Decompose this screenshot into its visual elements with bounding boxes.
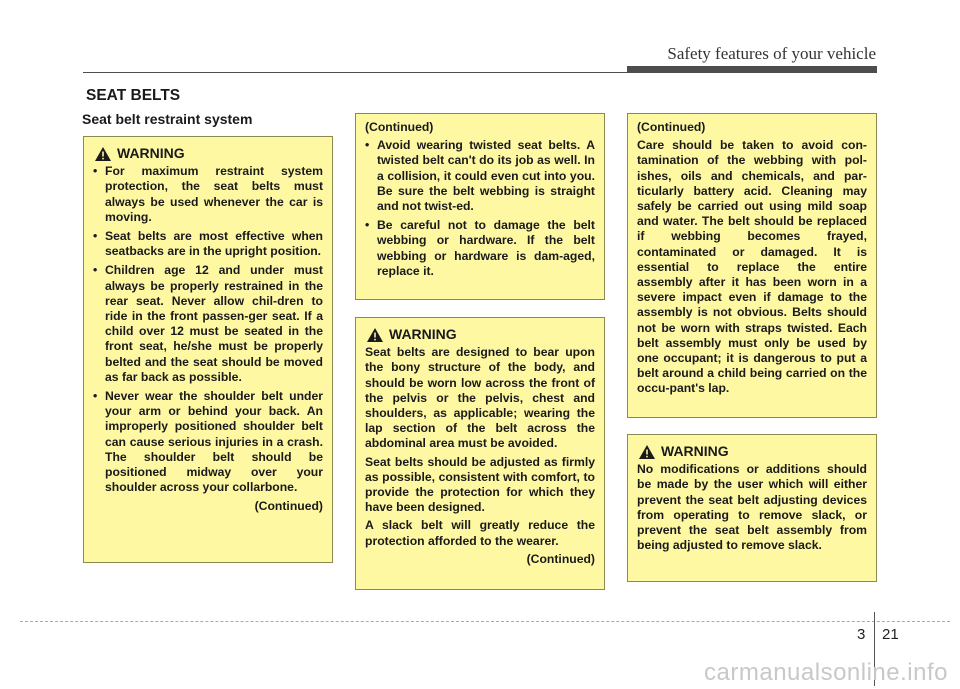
- list-item: • Seat belts are most effective when seatbacks are in the upright position.: [93, 229, 323, 259]
- continued-heading: (Continued): [637, 120, 706, 134]
- section-number: 3: [857, 626, 866, 643]
- continued-label: (Continued): [526, 551, 595, 566]
- paragraph: A slack belt will greatly reduce the protection afforded to the wearer.: [365, 518, 595, 548]
- continued-box-2: [355, 113, 605, 300]
- list-item: • Never wear the shoulder belt under your arm or behind your back. An improperly positioned shoulder belt can cause serious injuries in a crash. The shoulder belt should be positioned midway over your shoulder across your collarbone.: [93, 389, 323, 495]
- continued-heading: (Continued): [365, 120, 434, 134]
- warning-triangle-icon: [95, 147, 111, 161]
- page-number: 21: [882, 626, 899, 643]
- warning-triangle-icon: [367, 328, 383, 342]
- footer-rule: [20, 621, 950, 622]
- section-title: SEAT BELTS: [86, 87, 181, 104]
- watermark: carmanualsonline.info: [704, 659, 948, 686]
- warning-heading: [367, 327, 595, 342]
- warning-box-1: [83, 136, 333, 563]
- warning-label: WARNING: [661, 443, 729, 459]
- paragraph: Care should be taken to avoid con-tamination of the webbing with pol-ishes, oils and chemicals, and par-ticularly battery acid. Cleaning may safely be carried out using mild soap and water. The belt should be replaced if webbing becomes frayed, contaminated or damaged. It is essential to replace the entire assembly after it has been worn in a severe impact even if damage to the assembly is not obvious. Belts should not be worn with straps twisted. Each belt assembly must only be used by one occupant; it is dangerous to put a belt around a child being carried on the occu-pant's lap.: [637, 138, 867, 396]
- paragraph: No modifications or additions should be made by the user which will either prevent the seat belt adjusting devices from operating to remove slack, or prevent the seat belt assembly from being adjusted to remove slack.: [637, 462, 867, 553]
- running-header: Safety features of your vehicle: [667, 44, 876, 63]
- list-item: • Be careful not to damage the belt webbing or hardware. If the belt webbing or hardware is dam-aged, replace it.: [365, 218, 595, 279]
- warning-box-3: [355, 317, 605, 590]
- list-item: • For maximum restraint system protection, the seat belts must always be used whenever the car is moving.: [93, 164, 323, 225]
- paragraph: Seat belts should be adjusted as firmly as possible, consistent with comfort, to provide the protection for which they have been designed.: [365, 454, 595, 515]
- warning-label: WARNING: [389, 326, 457, 342]
- warning-heading: [639, 444, 867, 459]
- continued-label: (Continued): [254, 499, 323, 514]
- warning-box-5: [627, 434, 877, 582]
- subsection-title: Seat belt restraint system: [82, 111, 253, 127]
- warning-label: WARNING: [117, 145, 185, 161]
- paragraph: Seat belts are designed to bear upon the bony structure of the body, and should be worn low across the front of the pelvis or the pelvis, chest and shoulders, as applicable; wearing the lap section of the belt across the abdominal area must be avoided.: [365, 345, 595, 451]
- header-rule: [83, 72, 877, 73]
- continued-box-4: [627, 113, 877, 418]
- warning-heading: [95, 146, 323, 161]
- warning-triangle-icon: [639, 445, 655, 459]
- list-item: • Avoid wearing twisted seat belts. A twisted belt can't do its job as well. In a collision, it could even cut into you. Be sure the belt webbing is straight and not twist-ed.: [365, 138, 595, 214]
- list-item: • Children age 12 and under must always be properly restrained in the rear seat. Never allow chil-dren to ride in the front passen-ger seat. If a child over 12 must be seated in the front seat, he/she must be properly belted and the seat should be moved as far back as possible.: [93, 263, 323, 385]
